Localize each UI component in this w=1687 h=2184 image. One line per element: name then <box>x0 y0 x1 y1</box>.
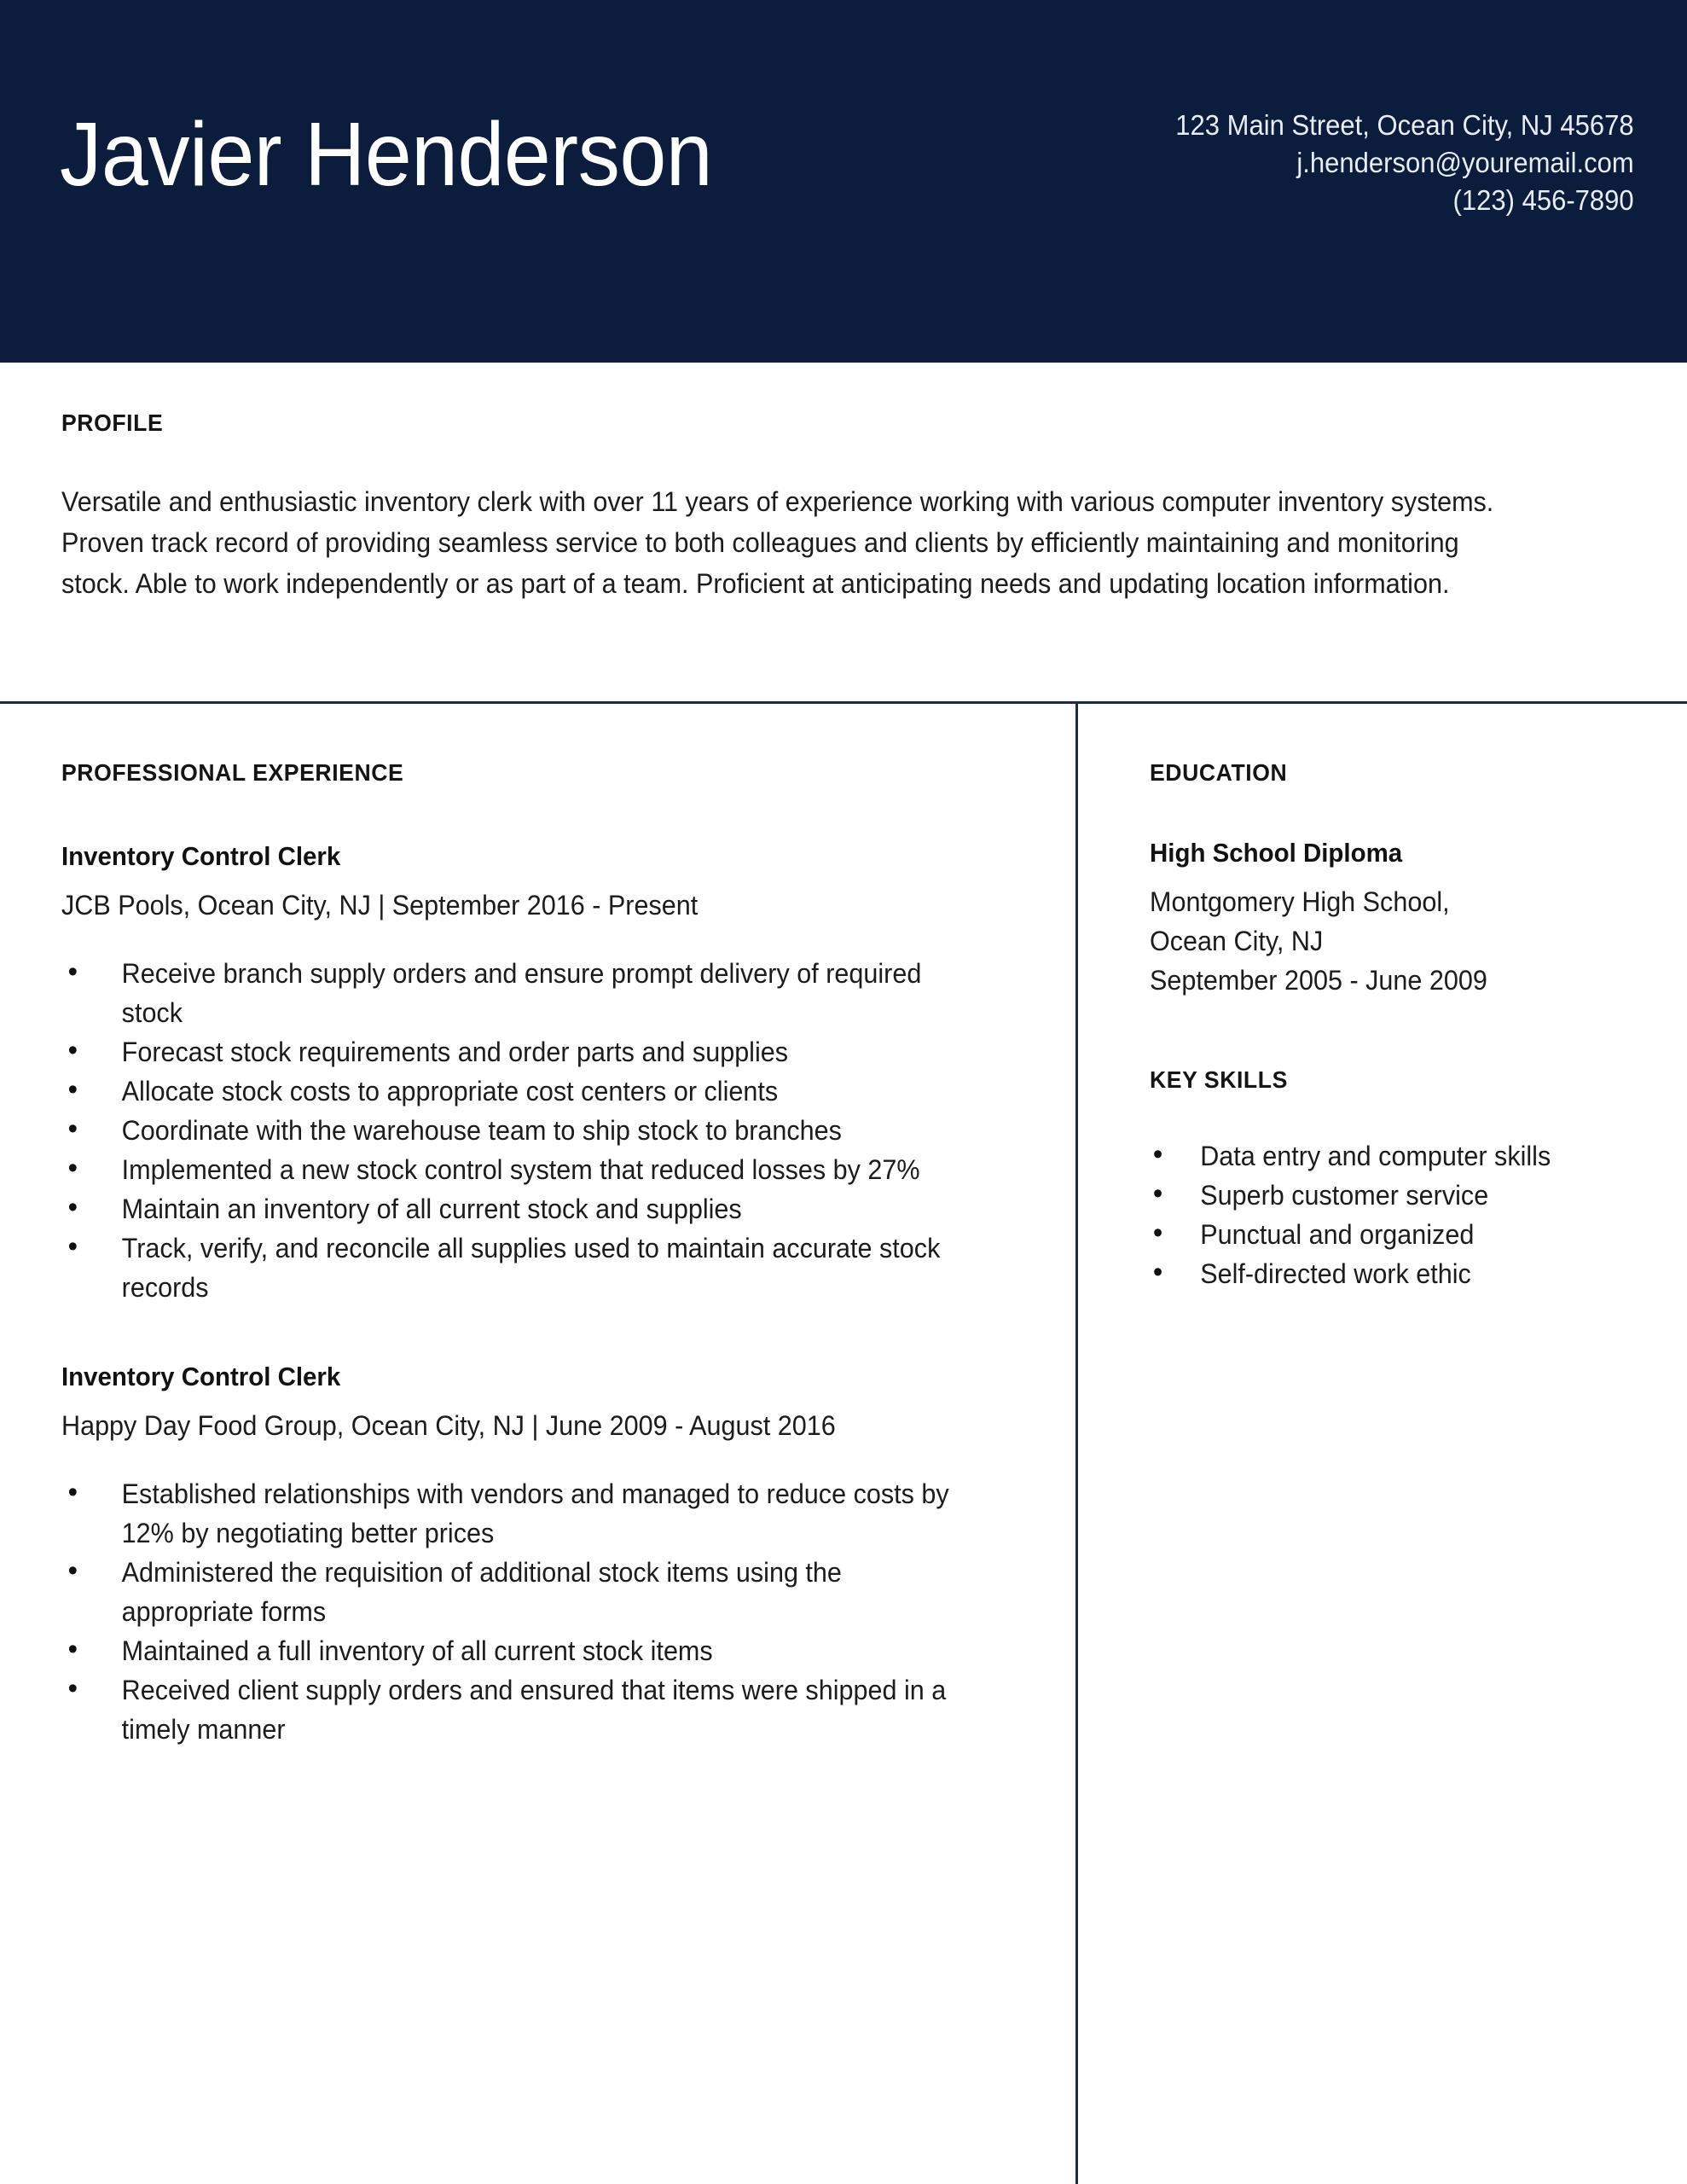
horizontal-divider <box>0 701 1687 704</box>
job-entry <box>61 839 1008 1307</box>
experience-heading: PROFESSIONAL EXPERIENCE <box>61 759 404 786</box>
list-item: • Self-directed work ethic <box>1150 1254 1590 1293</box>
list-item: • Punctual and organized <box>1150 1215 1590 1254</box>
list-item: • Implemented a new stock control system that reduced losses by 27% <box>61 1150 965 1189</box>
job-meta: Happy Day Food Group, Ocean City, NJ | June 2009 - August 2016 <box>61 1410 836 1441</box>
resume-header <box>0 0 1687 363</box>
job-title: Inventory Control Clerk <box>61 841 341 871</box>
list-item: • Coordinate with the warehouse team to ship stock to branches <box>61 1111 965 1150</box>
education-location: Ocean City, NJ <box>1150 926 1324 956</box>
skills-list <box>1150 1136 1610 1293</box>
list-item: • Superb customer service <box>1150 1176 1590 1215</box>
education-dates: September 2005 - June 2009 <box>1150 965 1487 996</box>
list-item: • Maintain an inventory of all current stock and supplies <box>61 1189 965 1228</box>
profile-section <box>61 410 1605 604</box>
job-bullets <box>61 954 1008 1307</box>
list-item: • Forecast stock requirements and order parts and supplies <box>61 1032 965 1072</box>
contact-email[interactable]: j.henderson@youremail.com <box>1296 147 1634 178</box>
contact-address: 123 Main Street, Ocean City, NJ 45678 <box>1175 109 1634 141</box>
education-entry <box>1150 836 1610 1000</box>
contact-block <box>1176 107 1634 219</box>
list-item: • Track, verify, and reconcile all supplies used to maintain accurate stock records <box>61 1228 965 1307</box>
education-school: Montgomery High School, <box>1150 886 1450 917</box>
vertical-divider <box>1075 701 1078 2184</box>
list-item: • Established relationships with vendors and managed to reduce costs by 12% by negotiating better prices <box>61 1474 965 1553</box>
job-meta: JCB Pools, Ocean City, NJ | September 2016 - Present <box>61 890 699 921</box>
candidate-name: Javier Henderson <box>60 104 713 205</box>
list-item: • Allocate stock costs to appropriate cost centers or clients <box>61 1072 965 1111</box>
list-item: • Data entry and computer skills <box>1150 1136 1590 1176</box>
experience-column <box>61 759 1008 1749</box>
job-title: Inventory Control Clerk <box>61 1362 341 1391</box>
education-heading: EDUCATION <box>1150 759 1288 786</box>
list-item: • Received client supply orders and ensured that items were shipped in a timely manner <box>61 1670 965 1749</box>
sidebar-column <box>1150 759 1610 1293</box>
job-entry <box>61 1360 1008 1749</box>
education-degree: High School Diploma <box>1150 838 1403 868</box>
skills-heading: KEY SKILLS <box>1150 1066 1288 1093</box>
list-item: • Administered the requisition of additional stock items using the appropriate forms <box>61 1553 965 1631</box>
skills-heading-wrap <box>1150 1066 1610 1094</box>
list-item: • Maintained a full inventory of all current stock items <box>61 1631 965 1670</box>
list-item: • Receive branch supply orders and ensure prompt delivery of required stock <box>61 954 965 1032</box>
profile-heading: PROFILE <box>61 410 164 436</box>
profile-text: Versatile and enthusiastic inventory clerk with over 11 years of experience working with various computer inventory systems. Proven track record of providing seamless service to both colleagues and clients by efficiently maintaining and monitoring stock. Able to work independently or as part of a team. Proficient at anticipating needs and updating location information. <box>61 486 1494 599</box>
contact-phone[interactable]: (123) 456-7890 <box>1452 184 1634 216</box>
job-bullets <box>61 1474 1008 1749</box>
